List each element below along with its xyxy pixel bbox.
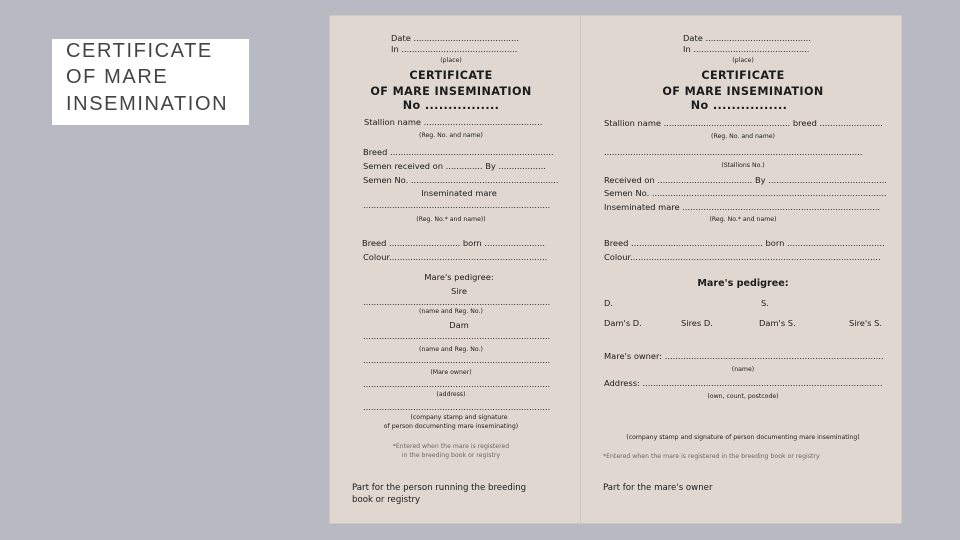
semen-no-field: Semen No. ........................................................	[363, 175, 559, 185]
in-field: In ............................................	[391, 44, 518, 54]
received-on-field: Received on .................................... By .............................................	[604, 175, 887, 185]
dam-label: Dam	[449, 320, 469, 330]
pedigree-sires-s: Sire's S.	[849, 318, 883, 328]
stamp-caption: (company stamp and signature of person documenting mare inseminating)	[626, 434, 860, 441]
reg-no-star-caption: (Reg. No.* and name))	[416, 216, 486, 223]
sire-caption: (name and Reg. No.)	[419, 308, 483, 315]
mares-pedigree-label: Mare's pedigree:	[424, 272, 494, 282]
title-line-2: OF MARE	[66, 66, 169, 88]
semen-no-field: Semen No. .........................................................................................	[604, 188, 887, 198]
address-caption: (own, count, postcode)	[707, 393, 779, 400]
title-line-1: CERTIFICATE	[66, 40, 213, 62]
sire-label: Sire	[451, 286, 467, 296]
inseminated-mare-label: Inseminated mare	[421, 188, 497, 198]
inseminated-mare-line: .......................................................................	[363, 200, 551, 210]
sire-line: .......................................................................	[363, 297, 551, 307]
registry-note: *Entered when the mare is registered in the breeding book or registry	[603, 453, 820, 460]
pedigree-d: D.	[604, 298, 614, 308]
name-caption: (name)	[731, 366, 755, 373]
place-caption: (place)	[440, 57, 462, 64]
reg-no-star-caption: (Reg. No.* and name)	[709, 216, 777, 223]
pedigree-dams-s: Dam's S.	[759, 318, 796, 328]
mare-owner-line: .......................................................................	[363, 355, 551, 365]
registry-note-1: *Entered when the mare is registered	[392, 443, 510, 450]
stallions-line: ..................................................................................................	[604, 147, 863, 157]
footer-line-1: Part for the person running the breeding	[352, 483, 527, 493]
place-caption: (place)	[732, 57, 754, 64]
registry-note-2: in the breeding book or registry	[401, 452, 501, 459]
pedigree-dams-d: Dam's D.	[604, 318, 642, 328]
breed-born-field: Breed ........................... born .......................	[362, 238, 546, 248]
stamp-line: .......................................................................	[363, 402, 551, 412]
title-line-3: INSEMINATION	[66, 93, 229, 115]
footer-line-2: book or registry	[352, 495, 421, 505]
certificate-number: No ................	[690, 99, 788, 112]
in-field: In ............................................	[683, 44, 810, 54]
certificate-heading: CERTIFICATE	[409, 69, 493, 82]
stamp-caption-2: of person documenting mare inseminating)	[383, 423, 519, 430]
address-line: .......................................................................	[363, 379, 551, 389]
dam-line: .......................................................................	[363, 331, 551, 341]
dam-caption: (name and Reg. No.)	[419, 346, 483, 353]
right-certificate-page	[581, 16, 901, 523]
reg-no-name-caption: (Reg. No. and name)	[419, 132, 483, 139]
inseminated-mare-field: Inseminated mare ...........................................................................	[604, 202, 881, 212]
title-card	[52, 39, 249, 125]
footer-line: Part for the mare's owner	[603, 483, 713, 493]
reg-no-name-caption: (Reg. No. and name)	[711, 133, 775, 140]
pedigree-s: S.	[761, 298, 769, 308]
mare-insemination-heading: OF MARE INSEMINATION	[662, 85, 824, 98]
address-field: Address: ...........................................................................................	[604, 378, 883, 388]
semen-received-field: Semen received on .............. By ..................	[363, 161, 546, 171]
pedigree-sires-d: Sires D.	[681, 318, 713, 328]
address-caption: (address)	[436, 391, 466, 398]
mare-owner-caption: (Mare owner)	[430, 369, 472, 376]
left-certificate-page	[330, 16, 580, 523]
certificate-number: No ................	[402, 99, 500, 112]
stallion-name-field: Stallion name .............................................	[364, 117, 543, 127]
colour-field: Colour...............................................................................................	[604, 252, 881, 262]
date-field: Date ........................................	[391, 33, 519, 43]
mares-pedigree-label: Mare's pedigree:	[697, 278, 789, 289]
mares-owner-field: Mare's owner: ...................................................................................	[604, 351, 884, 361]
stamp-caption-1: (company stamp and signature	[410, 414, 508, 421]
colour-field: Colour............................................................	[363, 252, 548, 262]
certificate-heading: CERTIFICATE	[701, 69, 785, 82]
stallions-caption: (Stallions No.)	[721, 162, 765, 169]
breed-born-field: Breed .................................................. born .....................................	[604, 238, 885, 248]
breed-field: Breed ..............................................................	[363, 147, 554, 157]
date-field: Date ........................................	[683, 33, 811, 43]
stallion-breed-field: Stallion name ................................................ breed ........................	[604, 118, 883, 128]
mare-insemination-heading: OF MARE INSEMINATION	[370, 85, 532, 98]
